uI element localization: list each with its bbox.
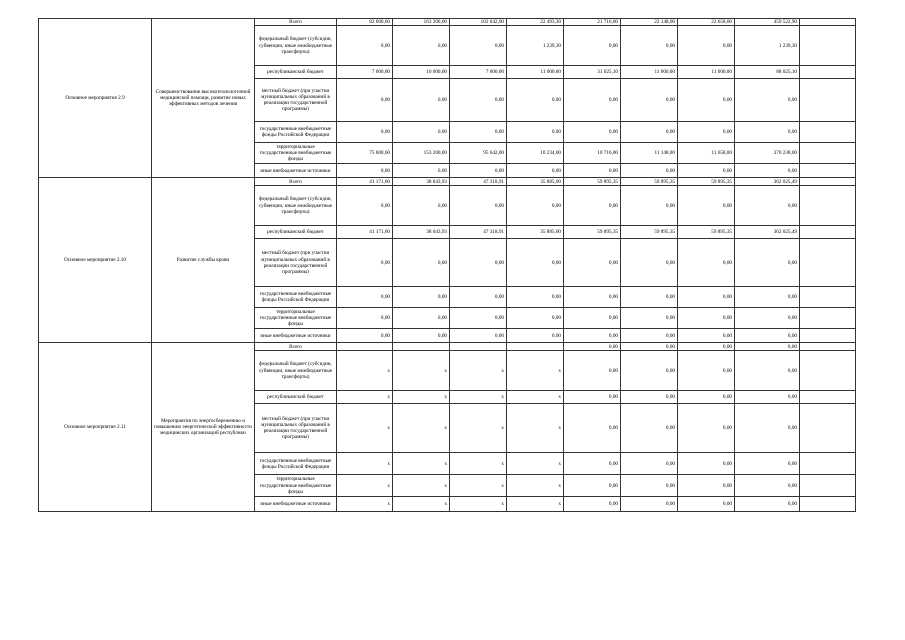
value-cell: 0,00 — [621, 475, 678, 497]
value-cell: 0,00 — [337, 79, 393, 122]
value-cell: 0,00 — [450, 79, 507, 122]
value-cell: 75 600,60 — [337, 143, 393, 164]
value-cell: 7 000,00 — [337, 66, 393, 79]
value-cell: 362 025,49 — [735, 226, 800, 239]
value-cell: 0,00 — [621, 287, 678, 308]
value-cell: 0,00 — [678, 391, 735, 404]
value-cell: 11 148,00 — [621, 143, 678, 164]
value-cell — [337, 343, 393, 351]
value-cell: 0,00 — [393, 308, 450, 329]
value-cell: x — [450, 453, 507, 475]
value-cell: 59 895,35 — [678, 226, 735, 239]
empty-cell — [800, 186, 856, 226]
value-cell: 0,00 — [337, 186, 393, 226]
value-cell: 0,00 — [450, 122, 507, 143]
value-cell: 163 200,00 — [393, 19, 450, 26]
value-cell: x — [507, 404, 564, 453]
value-cell: x — [393, 475, 450, 497]
funding-source-cell: территориальные государственные внебюджетные фонды — [255, 475, 337, 497]
empty-cell — [800, 226, 856, 239]
value-cell: 0,00 — [621, 497, 678, 512]
value-cell: 0,00 — [393, 79, 450, 122]
value-cell: x — [337, 475, 393, 497]
empty-cell — [800, 122, 856, 143]
value-cell: 0,00 — [337, 329, 393, 343]
value-cell: 0,00 — [337, 164, 393, 178]
value-cell: 11 000,00 — [507, 66, 564, 79]
value-cell: x — [337, 404, 393, 453]
value-cell: 0,00 — [564, 239, 621, 287]
empty-cell — [800, 79, 856, 122]
funding-source-cell: федеральный бюджет (субсидии, субвенции, иные межбюджетные трансферты) — [255, 351, 337, 391]
value-cell: 7 000,00 — [450, 66, 507, 79]
value-cell: 0,00 — [735, 453, 800, 475]
value-cell: x — [393, 351, 450, 391]
value-cell: 47 318,91 — [450, 178, 507, 186]
funding-source-cell: иные внебюджетные источники — [255, 164, 337, 178]
value-cell: 0,00 — [678, 287, 735, 308]
value-cell: 0,00 — [678, 308, 735, 329]
funding-source-cell: местный бюджет (при участии муниципальных образований в реализации государственной программы) — [255, 79, 337, 122]
value-cell: 0,00 — [507, 329, 564, 343]
value-cell: 10 000,00 — [393, 66, 450, 79]
value-cell: 0,00 — [337, 122, 393, 143]
funding-source-cell: местный бюджет (при участии муниципальных образований в реализации государственной программы) — [255, 404, 337, 453]
value-cell: 0,00 — [735, 186, 800, 226]
empty-cell — [800, 343, 856, 351]
value-cell: 0,00 — [735, 79, 800, 122]
funding-source-cell: государственные внебюджетные фонды Российской Федерации — [255, 453, 337, 475]
value-cell: 0,00 — [678, 329, 735, 343]
value-cell: 0,00 — [564, 79, 621, 122]
value-cell: 0,00 — [621, 351, 678, 391]
value-cell: 0,00 — [564, 404, 621, 453]
value-cell: 0,00 — [564, 497, 621, 512]
value-cell: 0,00 — [621, 186, 678, 226]
empty-cell — [800, 308, 856, 329]
value-cell: 0,00 — [393, 26, 450, 66]
value-cell: 41 171,60 — [337, 226, 393, 239]
value-cell: 10 716,00 — [564, 143, 621, 164]
value-cell: 0,00 — [621, 239, 678, 287]
value-cell: 0,00 — [564, 351, 621, 391]
value-cell: 0,00 — [507, 308, 564, 329]
value-cell: x — [337, 391, 393, 404]
value-cell: 0,00 — [621, 122, 678, 143]
event-title-cell: Мероприятия по энергосбережению и повышению энергетической эффективности медицинских организаций республики — [152, 343, 255, 512]
empty-cell — [800, 475, 856, 497]
value-cell: 0,00 — [678, 26, 735, 66]
value-cell: 41 171,60 — [337, 178, 393, 186]
value-cell: 0,00 — [621, 404, 678, 453]
value-cell: 0,00 — [337, 26, 393, 66]
value-cell: 10 234,00 — [507, 143, 564, 164]
funding-source-cell: местный бюджет (при участии муниципальных образований в реализации государственной программы) — [255, 239, 337, 287]
value-cell: 22 493,30 — [507, 19, 564, 26]
value-cell: x — [507, 391, 564, 404]
value-cell: 0,00 — [564, 343, 621, 351]
value-cell: 22 148,00 — [621, 19, 678, 26]
funding-source-cell: государственные внебюджетные фонды Российской Федерации — [255, 287, 337, 308]
empty-cell — [800, 453, 856, 475]
value-cell: x — [393, 391, 450, 404]
value-cell: x — [337, 497, 393, 512]
empty-cell — [800, 497, 856, 512]
value-cell: 0,00 — [621, 79, 678, 122]
funding-source-cell: республиканский бюджет — [255, 226, 337, 239]
funding-source-cell: федеральный бюджет (субсидии, субвенции, иные межбюджетные трансферты) — [255, 186, 337, 226]
value-cell: 0,00 — [337, 239, 393, 287]
value-cell: x — [450, 475, 507, 497]
table-row — [39, 178, 856, 186]
event-title-cell: Совершенствование высокотехнологичной медицинской помощи, развитие новых эффективных методов лечения — [152, 19, 255, 178]
value-cell: 0,00 — [678, 343, 735, 351]
value-cell: 22 658,00 — [678, 19, 735, 26]
value-cell: 0,00 — [450, 287, 507, 308]
value-cell: 0,00 — [678, 239, 735, 287]
value-cell: 38 043,93 — [393, 178, 450, 186]
value-cell: 0,00 — [735, 164, 800, 178]
value-cell: 0,00 — [507, 122, 564, 143]
value-cell: 0,00 — [450, 239, 507, 287]
value-cell: 31 025,10 — [564, 66, 621, 79]
value-cell: 0,00 — [735, 497, 800, 512]
value-cell: 0,00 — [450, 164, 507, 178]
value-cell: 0,00 — [678, 404, 735, 453]
value-cell: 35 885,00 — [507, 178, 564, 186]
value-cell: 102 642,00 — [450, 19, 507, 26]
value-cell: 0,00 — [393, 329, 450, 343]
table-row — [39, 343, 856, 351]
value-cell: 0,00 — [337, 308, 393, 329]
funding-source-cell: Всего — [255, 19, 337, 26]
funding-source-cell: иные внебюджетные источники — [255, 329, 337, 343]
value-cell: 82 600,60 — [337, 19, 393, 26]
value-cell: 0,00 — [564, 329, 621, 343]
value-cell: x — [450, 351, 507, 391]
value-cell: x — [450, 404, 507, 453]
value-cell: x — [450, 391, 507, 404]
value-cell: 0,00 — [678, 122, 735, 143]
value-cell: 38 043,93 — [393, 226, 450, 239]
value-cell: 0,00 — [678, 453, 735, 475]
value-cell: x — [507, 497, 564, 512]
value-cell: 0,00 — [678, 497, 735, 512]
funding-source-cell: территориальные государственные внебюджетные фонды — [255, 143, 337, 164]
value-cell: 0,00 — [564, 453, 621, 475]
value-cell: x — [393, 404, 450, 453]
value-cell: 0,00 — [564, 391, 621, 404]
value-cell: 0,00 — [735, 308, 800, 329]
empty-cell — [800, 19, 856, 26]
value-cell: 1 239,30 — [735, 26, 800, 66]
value-cell: x — [393, 453, 450, 475]
value-cell: 0,00 — [678, 79, 735, 122]
value-cell: 0,00 — [621, 391, 678, 404]
value-cell: 35 885,00 — [507, 226, 564, 239]
value-cell: 0,00 — [507, 164, 564, 178]
value-cell: 0,00 — [621, 164, 678, 178]
value-cell: 0,00 — [564, 186, 621, 226]
value-cell: x — [507, 351, 564, 391]
value-cell: x — [507, 453, 564, 475]
value-cell: 0,00 — [678, 164, 735, 178]
value-cell: x — [450, 497, 507, 512]
event-name-cell: Основное мероприятие 2.11 — [39, 343, 152, 512]
value-cell: 11 000,00 — [621, 66, 678, 79]
value-cell: 0,00 — [507, 79, 564, 122]
empty-cell — [800, 404, 856, 453]
value-cell: 59 895,35 — [564, 226, 621, 239]
value-cell — [507, 343, 564, 351]
value-cell: 0,00 — [564, 26, 621, 66]
funding-source-cell: Всего — [255, 343, 337, 351]
event-name-cell: Основное мероприятие 2.9 — [39, 19, 152, 178]
value-cell: 0,00 — [337, 287, 393, 308]
empty-cell — [800, 329, 856, 343]
value-cell: 0,00 — [621, 308, 678, 329]
value-cell: 0,00 — [564, 122, 621, 143]
value-cell: 0,00 — [393, 239, 450, 287]
value-cell: 1 239,30 — [507, 26, 564, 66]
value-cell: 0,00 — [393, 122, 450, 143]
value-cell: 0,00 — [450, 26, 507, 66]
event-title-cell: Развитие службы крови — [152, 178, 255, 343]
value-cell: 0,00 — [450, 186, 507, 226]
value-cell — [393, 343, 450, 351]
value-cell: 0,00 — [735, 239, 800, 287]
empty-cell — [800, 351, 856, 391]
value-cell: 0,00 — [507, 287, 564, 308]
value-cell: 0,00 — [564, 287, 621, 308]
value-cell: 11 658,00 — [678, 143, 735, 164]
funding-source-cell: республиканский бюджет — [255, 391, 337, 404]
value-cell: 0,00 — [621, 453, 678, 475]
value-cell: 0,00 — [450, 308, 507, 329]
empty-cell — [800, 178, 856, 186]
value-cell: 59 895,35 — [678, 178, 735, 186]
value-cell: 0,00 — [393, 287, 450, 308]
empty-cell — [800, 66, 856, 79]
value-cell: 0,00 — [564, 164, 621, 178]
empty-cell — [800, 391, 856, 404]
value-cell: 0,00 — [564, 308, 621, 329]
value-cell: 0,00 — [735, 343, 800, 351]
funding-source-cell: иные внебюджетные источники — [255, 497, 337, 512]
empty-cell — [800, 239, 856, 287]
empty-cell — [800, 287, 856, 308]
value-cell: 459 522,90 — [735, 19, 800, 26]
budget-table — [38, 18, 856, 512]
value-cell: 0,00 — [507, 186, 564, 226]
event-name-cell: Основное мероприятие 2.10 — [39, 178, 152, 343]
value-cell: 0,00 — [393, 186, 450, 226]
value-cell: 95 642,00 — [450, 143, 507, 164]
funding-source-cell: территориальные государственные внебюджетные фонды — [255, 308, 337, 329]
value-cell: x — [337, 351, 393, 391]
value-cell: 0,00 — [621, 329, 678, 343]
value-cell: 0,00 — [393, 164, 450, 178]
value-cell: 11 000,00 — [678, 66, 735, 79]
value-cell: 0,00 — [678, 186, 735, 226]
funding-source-cell: федеральный бюджет (субсидии, субвенции, иные межбюджетные трансферты) — [255, 26, 337, 66]
value-cell: 0,00 — [678, 351, 735, 391]
value-cell: 0,00 — [621, 343, 678, 351]
value-cell — [450, 343, 507, 351]
funding-source-cell: Всего — [255, 178, 337, 186]
value-cell: 0,00 — [678, 475, 735, 497]
value-cell: 153 200,00 — [393, 143, 450, 164]
value-cell: 0,00 — [735, 122, 800, 143]
empty-cell — [800, 143, 856, 164]
funding-source-cell: республиканский бюджет — [255, 66, 337, 79]
value-cell: 362 025,49 — [735, 178, 800, 186]
table-row — [39, 19, 856, 26]
value-cell: 0,00 — [735, 475, 800, 497]
value-cell: x — [393, 497, 450, 512]
empty-cell — [800, 26, 856, 66]
value-cell: 21 716,00 — [564, 19, 621, 26]
value-cell: 59 895,35 — [564, 178, 621, 186]
value-cell: 59 895,35 — [621, 178, 678, 186]
value-cell: 0,00 — [735, 287, 800, 308]
value-cell: 0,00 — [564, 475, 621, 497]
value-cell: 0,00 — [450, 329, 507, 343]
value-cell: 0,00 — [735, 404, 800, 453]
value-cell: x — [337, 453, 393, 475]
value-cell: x — [507, 475, 564, 497]
value-cell: 0,00 — [735, 351, 800, 391]
value-cell: 0,00 — [621, 26, 678, 66]
value-cell: 0,00 — [735, 391, 800, 404]
funding-source-cell: государственные внебюджетные фонды Российской Федерации — [255, 122, 337, 143]
value-cell: 370 238,00 — [735, 143, 800, 164]
value-cell: 47 318,91 — [450, 226, 507, 239]
value-cell: 0,00 — [735, 329, 800, 343]
value-cell: 0,00 — [507, 239, 564, 287]
empty-cell — [800, 164, 856, 178]
value-cell: 59 895,35 — [621, 226, 678, 239]
value-cell: 88 025,10 — [735, 66, 800, 79]
